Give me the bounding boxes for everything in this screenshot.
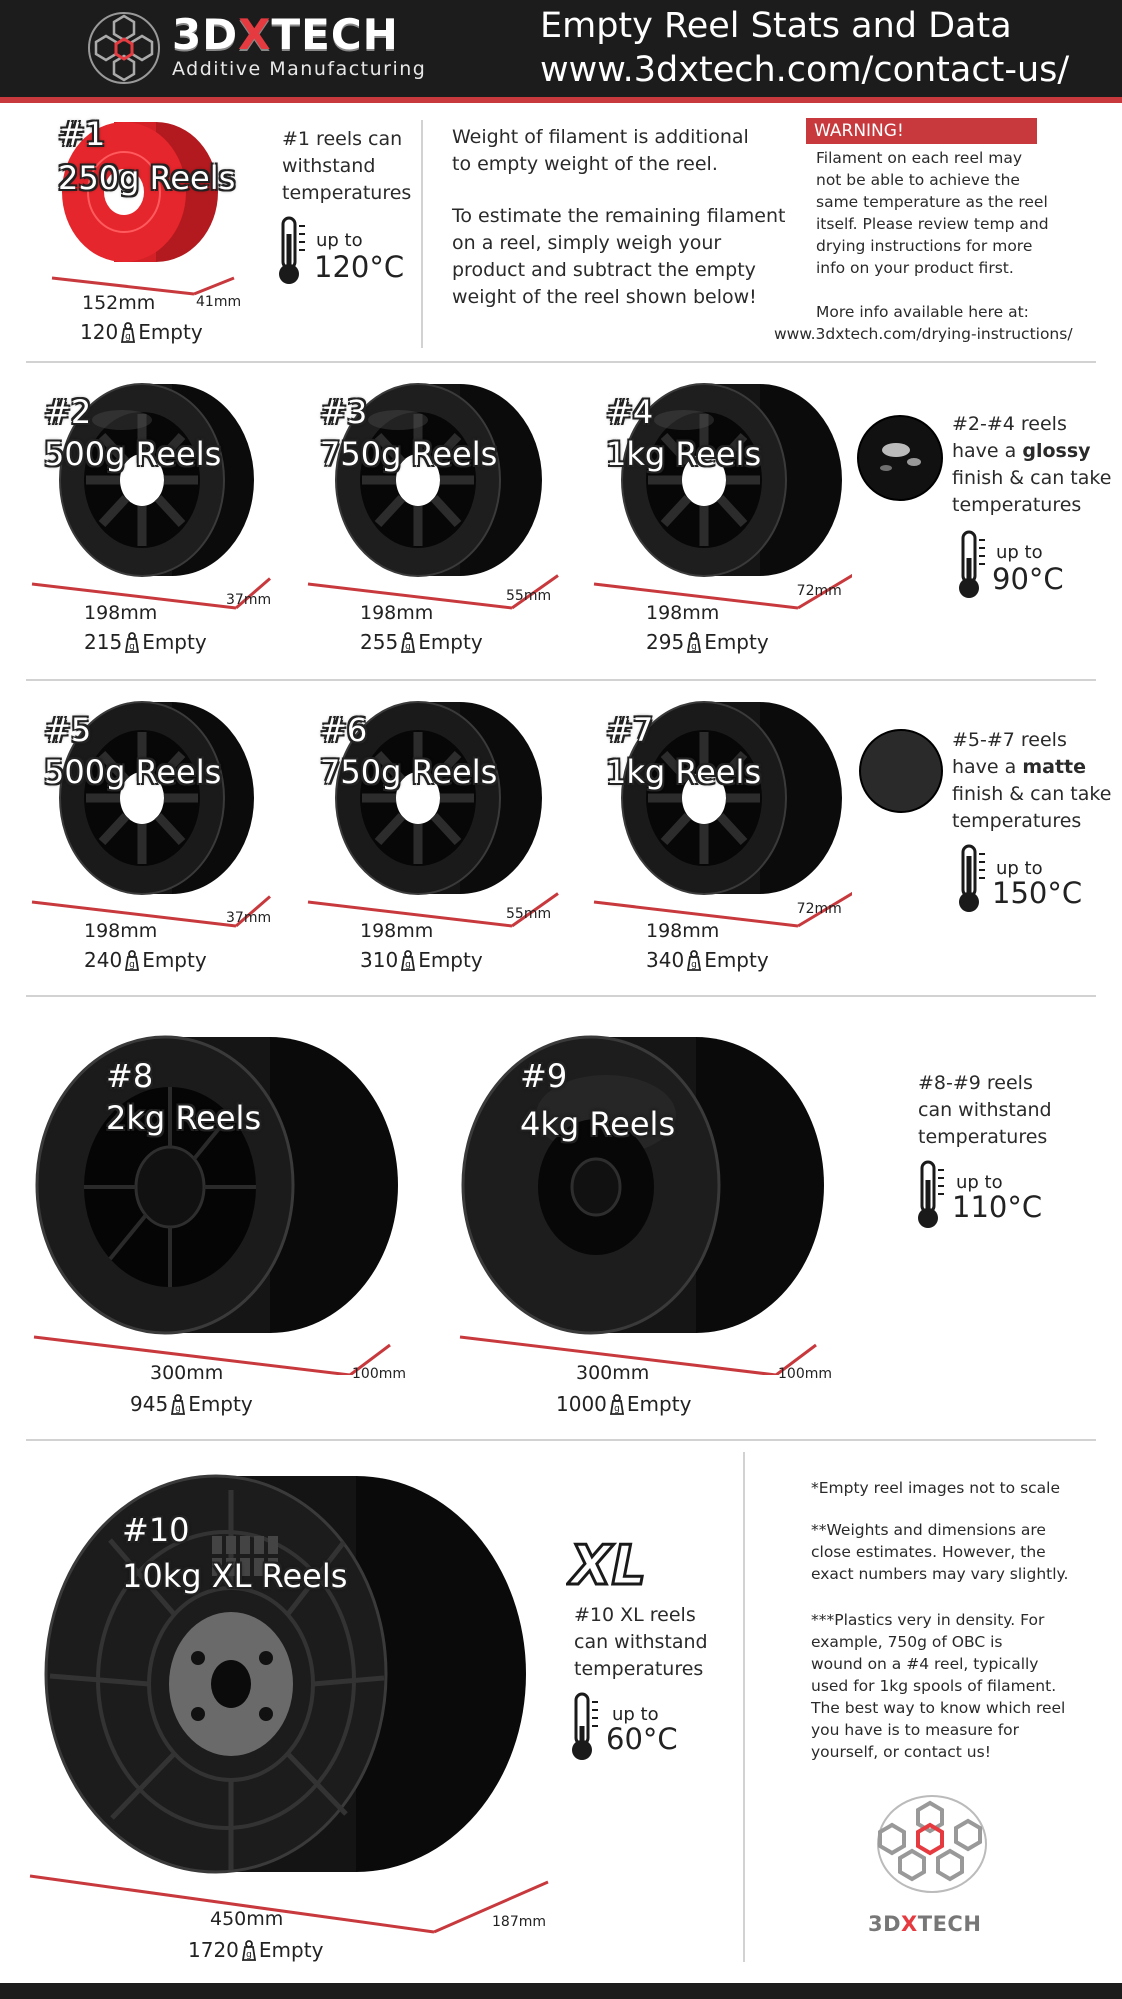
reel-7-number: #7 (606, 711, 654, 749)
reel-2-empty-weight: 215 g Empty (84, 630, 207, 654)
brand-tagline: Additive Manufacturing (172, 58, 427, 80)
weight-icon (607, 1393, 627, 1415)
xl-info-line3: temperatures (574, 1658, 704, 1680)
reel-6-name: 750g Reels (320, 753, 498, 791)
warning-line2: not be able to achieve the (816, 171, 1020, 189)
section-divider-3 (26, 995, 1096, 997)
glossy-temp-upto: up to (996, 542, 1043, 563)
weight-icon (684, 949, 704, 971)
reel-6-empty-weight: 310 g Empty (360, 948, 483, 972)
matte-temp-upto: up to (996, 858, 1043, 879)
warning-line5: drying instructions for more (816, 237, 1033, 255)
reel-5-diameter: 198mm (84, 920, 158, 942)
reel-7-diameter: 198mm (646, 920, 720, 942)
reel-2-width: 37mm (226, 592, 272, 608)
section-divider-4 (26, 1439, 1096, 1441)
note-2-line1: **Weights and dimensions are (811, 1521, 1046, 1539)
footer-brand-text: 3DXTECH (868, 1912, 982, 1936)
reel-10-diameter: 450mm (210, 1908, 284, 1930)
xl-badge-icon (566, 1536, 692, 1592)
reel-10-image (26, 1462, 556, 1948)
reel-1-number: #1 (58, 115, 106, 153)
reel-1-info-line3: temperatures (282, 182, 412, 204)
big-temp-upto: up to (956, 1172, 1003, 1193)
reel-7-width: 72mm (796, 901, 842, 918)
note-3-line1: ***Plastics very in density. For (811, 1611, 1045, 1629)
reel-5-empty-weight: 240 g Empty (84, 948, 207, 972)
reel-7-name: 1kg Reels (606, 753, 762, 791)
reel-card-5 (30, 698, 290, 978)
section1-divider-a (421, 120, 423, 348)
center-text-line2: to empty weight of the reel. (452, 153, 718, 175)
thermometer-icon (275, 214, 307, 288)
reel-10-name: 10kg XL Reels (122, 1557, 348, 1595)
reel-4-name: 1kg Reels (606, 435, 762, 473)
reel-1-temp-upto: up to (316, 230, 363, 251)
reel-card-2 (30, 380, 290, 660)
glossy-info-line1: #2-#4 reels (952, 413, 1067, 435)
reel-card-3 (306, 380, 566, 660)
reel-6-diameter: 198mm (360, 920, 434, 942)
weight-icon (684, 631, 704, 653)
reel-5-number: #5 (44, 711, 92, 749)
section5-divider (743, 1452, 745, 1962)
page-title: Empty Reel Stats and Data (540, 6, 1012, 46)
warning-line1: Filament on each reel may (816, 149, 1023, 167)
svg-text:g: g (129, 642, 136, 652)
reel-9-name: 4kg Reels (520, 1105, 676, 1143)
warning-line3: same temperature as the reel (816, 193, 1048, 211)
warning-line7: More info available here at: (816, 303, 1029, 321)
svg-text:g: g (125, 332, 132, 342)
header-bar (0, 0, 1122, 97)
glossy-info-line4: temperatures (952, 494, 1082, 516)
reel-6-width: 55mm (506, 906, 552, 922)
note-3-line3: wound on a #4 reel, typically (811, 1655, 1039, 1673)
reel-2-number: #2 (44, 393, 92, 431)
svg-text:g: g (614, 1404, 620, 1414)
reel-9-image (456, 1015, 826, 1375)
svg-text:XL: XL (570, 1536, 647, 1592)
weight-icon (168, 1393, 188, 1415)
reel-4-number: #4 (606, 393, 654, 431)
matte-info-line2: have a matte (952, 756, 1087, 778)
header-accent-line (0, 97, 1122, 103)
thermometer-icon (568, 1690, 600, 1764)
matte-temp-value: 150°C (992, 876, 1083, 910)
note-3-line7: yourself, or contact us! (811, 1743, 991, 1761)
svg-text:g: g (691, 960, 698, 970)
footer-bar (0, 1983, 1122, 1999)
thermometer-icon (955, 842, 987, 916)
contact-url[interactable]: www.3dxtech.com/contact-us/ (540, 50, 1070, 90)
svg-text:g: g (691, 642, 698, 652)
section-divider-1 (26, 361, 1096, 363)
warning-title: WARNING! (806, 118, 1037, 144)
note-3-line6: you have is to measure for (811, 1721, 1020, 1739)
weight-icon (239, 1939, 259, 1961)
note-3-line5: The best way to know which reel (811, 1699, 1066, 1717)
reel-4-diameter: 198mm (646, 602, 720, 624)
reel-1-diameter: 152mm (82, 292, 156, 314)
svg-text:g: g (405, 642, 412, 652)
note-2-line3: exact numbers may vary slightly. (811, 1565, 1069, 1583)
reel-8-number: #8 (106, 1057, 154, 1095)
reel-3-width: 55mm (506, 588, 552, 604)
xl-temp-upto: up to (612, 1704, 659, 1725)
note-3-line4: used for 1kg spools of filament. (811, 1677, 1057, 1695)
weight-icon (122, 949, 142, 971)
reel-9-diameter: 300mm (576, 1362, 650, 1384)
footer-hexagon-logo-icon (866, 1792, 992, 1896)
reel-10-number: #10 (122, 1511, 190, 1549)
reel-8-width: 100mm (352, 1366, 406, 1382)
center-text-line5: product and subtract the empty (452, 259, 756, 281)
svg-text:g: g (129, 960, 136, 970)
svg-text:g: g (405, 960, 412, 970)
thermometer-icon (914, 1158, 946, 1232)
reel-4-empty-weight: 295 g Empty (646, 630, 769, 654)
reel-3-number: #3 (320, 393, 368, 431)
reel-1-info-line1: #1 reels can (282, 128, 403, 150)
big-temp-value: 110°C (952, 1190, 1043, 1224)
reel-9-number: #9 (520, 1057, 568, 1095)
reel-10-empty-weight: 1720 g Empty (188, 1938, 324, 1962)
big-info-line2: can withstand (918, 1099, 1052, 1121)
reel-10-width: 187mm (492, 1914, 546, 1930)
xl-info-line2: can withstand (574, 1631, 708, 1653)
glossy-temp-value: 90°C (992, 562, 1064, 596)
reel-1-width: 41mm (196, 294, 242, 310)
center-text-line3: To estimate the remaining filament (452, 205, 786, 227)
reel-5-name: 500g Reels (44, 753, 222, 791)
glossy-finish-swatch (856, 414, 944, 502)
reel-card-4 (592, 380, 852, 660)
reel-4-width: 72mm (796, 583, 842, 600)
reel-1-name: 250g Reels (58, 159, 236, 197)
svg-text:g: g (246, 1950, 252, 1960)
reel-7-empty-weight: 340 g Empty (646, 948, 769, 972)
glossy-info-line3: finish & can take (952, 467, 1112, 489)
reel-card-7 (592, 698, 852, 978)
brand-logo-text: 3DXTECH (172, 10, 399, 59)
matte-info-line4: temperatures (952, 810, 1082, 832)
drying-instructions-link[interactable]: www.3dxtech.com/drying-instructions/ (774, 325, 1073, 343)
xl-temp-value: 60°C (606, 1722, 678, 1756)
reel-8-name: 2kg Reels (106, 1099, 262, 1137)
reel-2-diameter: 198mm (84, 602, 158, 624)
note-1: *Empty reel images not to scale (811, 1479, 1061, 1497)
warning-line4: itself. Please review temp and (816, 215, 1049, 233)
reel-8-diameter: 300mm (150, 1362, 224, 1384)
reel-1-empty-weight: 120 g Empty (80, 320, 203, 344)
weight-icon (398, 631, 418, 653)
reel-card-6 (306, 698, 566, 978)
hexagon-ball-logo-icon (84, 8, 164, 88)
center-text-line6: weight of the reel shown below! (452, 286, 757, 308)
svg-text:g: g (175, 1404, 182, 1414)
thermometer-icon (955, 528, 987, 602)
center-text-line4: on a reel, simply weigh your (452, 232, 722, 254)
reel-9-empty-weight: 1000 g Empty (556, 1392, 692, 1416)
reel-2-name: 500g Reels (44, 435, 222, 473)
note-2-line2: close estimates. However, the (811, 1543, 1046, 1561)
big-info-line3: temperatures (918, 1126, 1048, 1148)
reel-9-width: 100mm (778, 1366, 832, 1382)
reel-8-image (30, 1015, 400, 1375)
big-info-line1: #8-#9 reels (918, 1072, 1033, 1094)
reel-3-empty-weight: 255 g Empty (360, 630, 483, 654)
xl-info-line1: #10 XL reels (574, 1604, 696, 1626)
center-text-line1: Weight of filament is additional (452, 126, 749, 148)
glossy-info-line2: have a glossy (952, 440, 1091, 462)
matte-info-line1: #5-#7 reels (952, 729, 1067, 751)
section-divider-2 (26, 679, 1096, 681)
reel-3-name: 750g Reels (320, 435, 498, 473)
reel-5-width: 37mm (226, 910, 272, 926)
matte-finish-swatch (858, 728, 944, 814)
reel-1-temp-value: 120°C (314, 250, 405, 284)
reel-6-number: #6 (320, 711, 368, 749)
weight-icon (122, 631, 142, 653)
warning-line6: info on your product first. (816, 259, 1014, 277)
reel-8-empty-weight: 945 g Empty (130, 1392, 253, 1416)
note-3-line2: example, 750g of OBC is (811, 1633, 1003, 1651)
weight-icon (398, 949, 418, 971)
reel-3-diameter: 198mm (360, 602, 434, 624)
reel-1-info-line2: withstand (282, 155, 376, 177)
matte-info-line3: finish & can take (952, 783, 1112, 805)
weight-icon (118, 321, 138, 343)
